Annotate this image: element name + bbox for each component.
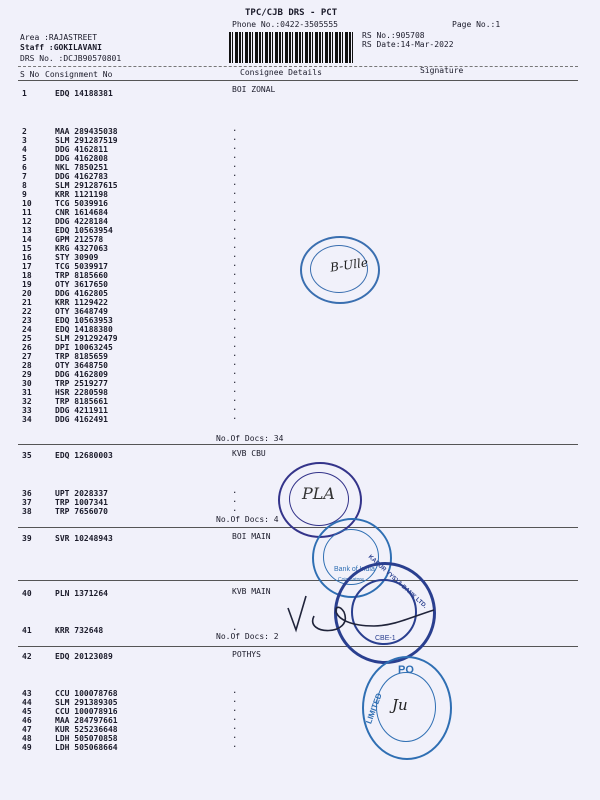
row-dot: .: [232, 367, 238, 377]
docs-count: No.Of Docs: 2: [216, 632, 279, 641]
consignment-number: NKL 7850251: [55, 163, 108, 172]
consignment-number: KUR 525236648: [55, 725, 118, 734]
col-consignee: Consignee Details: [240, 68, 322, 77]
row-dot: .: [232, 268, 238, 278]
consignment-number: TRP 2519277: [55, 379, 108, 388]
consignment-number: DDG 4162808: [55, 154, 108, 163]
row-dot: .: [232, 376, 238, 386]
row-dot: .: [232, 214, 238, 224]
col-sno: S No: [20, 70, 40, 79]
row-sno: 11: [22, 208, 32, 217]
consignment-number: EDQ 14188381: [55, 89, 113, 98]
consignment-number: DPI 10063245: [55, 343, 113, 352]
row-sno: 19: [22, 280, 32, 289]
consignment-number: KRR 1121198: [55, 190, 108, 199]
consignment-number: SLM 291287519: [55, 136, 118, 145]
row-sno: 44: [22, 698, 32, 707]
consignment-number: KRR 732648: [55, 626, 104, 635]
col-consignment: Consignment No: [45, 70, 113, 79]
row-sno: 49: [22, 743, 32, 752]
area-label: Area :RAJASTREET: [20, 33, 98, 42]
row-sno: 7: [22, 172, 27, 181]
row-dot: .: [232, 286, 238, 296]
consignment-number: KRG 4327063: [55, 244, 108, 253]
consignment-number: MAA 284797661: [55, 716, 118, 725]
consignment-number: OTY 3617650: [55, 280, 108, 289]
row-sno: 2: [22, 127, 27, 136]
row-sno: 34: [22, 415, 32, 424]
row-dot: .: [232, 160, 238, 170]
document-title: TPC/CJB DRS - PCT: [245, 8, 338, 18]
consignment-number: TRP 1007341: [55, 498, 108, 507]
row-dot: .: [232, 142, 238, 152]
row-dot: .: [232, 178, 238, 188]
consignment-number: GPM 212578: [55, 235, 104, 244]
consignment-number: CCU 100078916: [55, 707, 118, 716]
section-divider: [18, 444, 578, 445]
row-sno: 23: [22, 316, 32, 325]
rs-number: RS No.:905708: [362, 31, 425, 40]
row-sno: 35: [22, 451, 32, 460]
row-sno: 3: [22, 136, 27, 145]
row-sno: 8: [22, 181, 27, 190]
consignment-number: DDG 4162491: [55, 415, 108, 424]
row-dot: .: [232, 340, 238, 350]
rs-date: RS Date:14-Mar-2022: [362, 40, 454, 49]
row-dot: .: [232, 322, 238, 332]
row-dot: .: [232, 740, 238, 750]
consignment-number: TCG 5039917: [55, 262, 108, 271]
consignment-number: CCU 100078768: [55, 689, 118, 698]
consignment-number: DDG 4162811: [55, 145, 108, 154]
row-sno: 15: [22, 244, 32, 253]
row-dot: .: [232, 722, 238, 732]
consignment-number: TCG 5039916: [55, 199, 108, 208]
row-dot: .: [232, 394, 238, 404]
row-sno: 41: [22, 626, 32, 635]
row-sno: 33: [22, 406, 32, 415]
consignment-number: MAA 289435038: [55, 127, 118, 136]
page-number: Page No.:1: [452, 20, 501, 29]
row-sno: 6: [22, 163, 27, 172]
row-sno: 42: [22, 652, 32, 661]
row-sno: 16: [22, 253, 32, 262]
row-dot: .: [232, 277, 238, 287]
row-sno: 36: [22, 489, 32, 498]
row-sno: 10: [22, 199, 32, 208]
row-sno: 40: [22, 589, 32, 598]
boi-zonal-stamp: [300, 236, 380, 304]
consignee-name: BOI MAIN: [232, 532, 271, 541]
consignment-number: SLM 291389305: [55, 698, 118, 707]
section-divider: [18, 580, 578, 581]
section-divider: [18, 646, 578, 647]
consignment-number: DDG 4211911: [55, 406, 108, 415]
row-sno: 38: [22, 507, 32, 516]
stamp-signature: B-Ulle: [329, 255, 369, 275]
limited-text: LIMITED: [364, 691, 384, 726]
consignment-number: TRP 8185661: [55, 397, 108, 406]
docs-count: No.Of Docs: 4: [216, 515, 279, 524]
row-sno: 48: [22, 734, 32, 743]
consignment-number: DDG 4162809: [55, 370, 108, 379]
row-sno: 26: [22, 343, 32, 352]
row-sno: 39: [22, 534, 32, 543]
row-sno: 47: [22, 725, 32, 734]
consignment-number: EDQ 10563953: [55, 316, 113, 325]
col-signature: Signature: [420, 66, 464, 75]
bank-name-text: Bank of India: [334, 566, 375, 573]
row-dot: .: [232, 504, 238, 514]
consignment-number: EDQ 10563954: [55, 226, 113, 235]
docs-count: No.Of Docs: 34: [216, 434, 284, 443]
row-dot: .: [232, 686, 238, 696]
consignment-number: STY 30909: [55, 253, 99, 262]
row-sno: 9: [22, 190, 27, 199]
consignee-name: KVB CBU: [232, 449, 266, 458]
row-dot: .: [232, 313, 238, 323]
row-dot: .: [232, 232, 238, 242]
consignee-name: BOI ZONAL: [232, 85, 276, 94]
row-dot: .: [232, 358, 238, 368]
consignment-number: HSR 2280598: [55, 388, 108, 397]
row-dot: .: [232, 295, 238, 305]
row-sno: 5: [22, 154, 27, 163]
consignment-number: OTY 3648749: [55, 307, 108, 316]
kvb-cbu-stamp: PLA: [278, 462, 362, 538]
row-sno: 18: [22, 271, 32, 280]
row-sno: 13: [22, 226, 32, 235]
row-dot: .: [232, 223, 238, 233]
row-dot: .: [232, 241, 238, 251]
row-dot: .: [232, 713, 238, 723]
row-sno: 46: [22, 716, 32, 725]
row-dot: .: [232, 731, 238, 741]
consignment-number: DDG 4162783: [55, 172, 108, 181]
row-dot: .: [232, 623, 238, 633]
row-dot: .: [232, 349, 238, 359]
row-sno: 4: [22, 145, 27, 154]
row-dot: .: [232, 385, 238, 395]
row-sno: 45: [22, 707, 32, 716]
kvb-name-text: KARUR VYSYA BANK LTD.: [366, 554, 428, 610]
consignment-number: LDH 505070858: [55, 734, 118, 743]
row-dot: .: [232, 133, 238, 143]
row-sno: 12: [22, 217, 32, 226]
consignment-number: DDG 4228184: [55, 217, 108, 226]
row-dot: .: [232, 704, 238, 714]
consignment-number: EDQ 14188380: [55, 325, 113, 334]
consignment-number: TRP 8185659: [55, 352, 108, 361]
branch-text: Coimbatore: [338, 577, 364, 583]
kvb-city-text: CBE-1: [375, 635, 396, 642]
consignment-number: EDQ 12680003: [55, 451, 113, 460]
row-sno: 17: [22, 262, 32, 271]
row-sno: 31: [22, 388, 32, 397]
row-dot: .: [232, 187, 238, 197]
consignment-number: LDH 505068664: [55, 743, 118, 752]
consignment-number: TRP 8185660: [55, 271, 108, 280]
row-sno: 28: [22, 361, 32, 370]
row-dot: .: [232, 331, 238, 341]
row-dot: .: [232, 205, 238, 215]
row-dot: .: [232, 403, 238, 413]
consignment-number: KRR 1129422: [55, 298, 108, 307]
consignment-number: CNR 1614684: [55, 208, 108, 217]
row-sno: 22: [22, 307, 32, 316]
row-sno: 37: [22, 498, 32, 507]
row-sno: 21: [22, 298, 32, 307]
row-sno: 43: [22, 689, 32, 698]
row-dot: .: [232, 412, 238, 422]
consignment-number: PLN 1371264: [55, 589, 108, 598]
row-dot: .: [232, 196, 238, 206]
row-dot: .: [232, 486, 238, 496]
row-dot: .: [232, 304, 238, 314]
row-dot: .: [232, 151, 238, 161]
row-dot: .: [232, 695, 238, 705]
pothys-stamp: PO LIMITED Ju: [362, 656, 452, 760]
row-sno: 32: [22, 397, 32, 406]
row-sno: 27: [22, 352, 32, 361]
row-sno: 25: [22, 334, 32, 343]
consignee-name: POTHYS: [232, 650, 261, 659]
row-sno: 30: [22, 379, 32, 388]
consignment-number: SVR 10248943: [55, 534, 113, 543]
consignment-number: TRP 7656070: [55, 507, 108, 516]
row-sno: 29: [22, 370, 32, 379]
row-dot: .: [232, 169, 238, 179]
consignee-name: KVB MAIN: [232, 587, 271, 596]
row-dot: .: [232, 259, 238, 269]
row-sno: 24: [22, 325, 32, 334]
barcode: [229, 32, 353, 63]
consignment-number: OTY 3648750: [55, 361, 108, 370]
drs-number: DRS No. :DCJB90570801: [20, 54, 122, 63]
row-sno: 20: [22, 289, 32, 298]
consignment-number: UPT 2028337: [55, 489, 108, 498]
row-dot: .: [232, 495, 238, 505]
phone-number: Phone No.:0422-3505555: [232, 20, 338, 29]
staff-label: Staff :GOKILAVANI: [20, 43, 102, 52]
row-sno: 14: [22, 235, 32, 244]
row-dot: .: [232, 124, 238, 134]
consignment-number: DDG 4162805: [55, 289, 108, 298]
po-text: PO: [398, 664, 414, 676]
consignment-number: SLM 291287615: [55, 181, 118, 190]
signature-scribble: [284, 586, 444, 646]
row-dot: .: [232, 250, 238, 260]
consignment-number: EDQ 20123089: [55, 652, 113, 661]
consignment-number: SLM 291292479: [55, 334, 118, 343]
row-sno: 1: [22, 89, 27, 98]
